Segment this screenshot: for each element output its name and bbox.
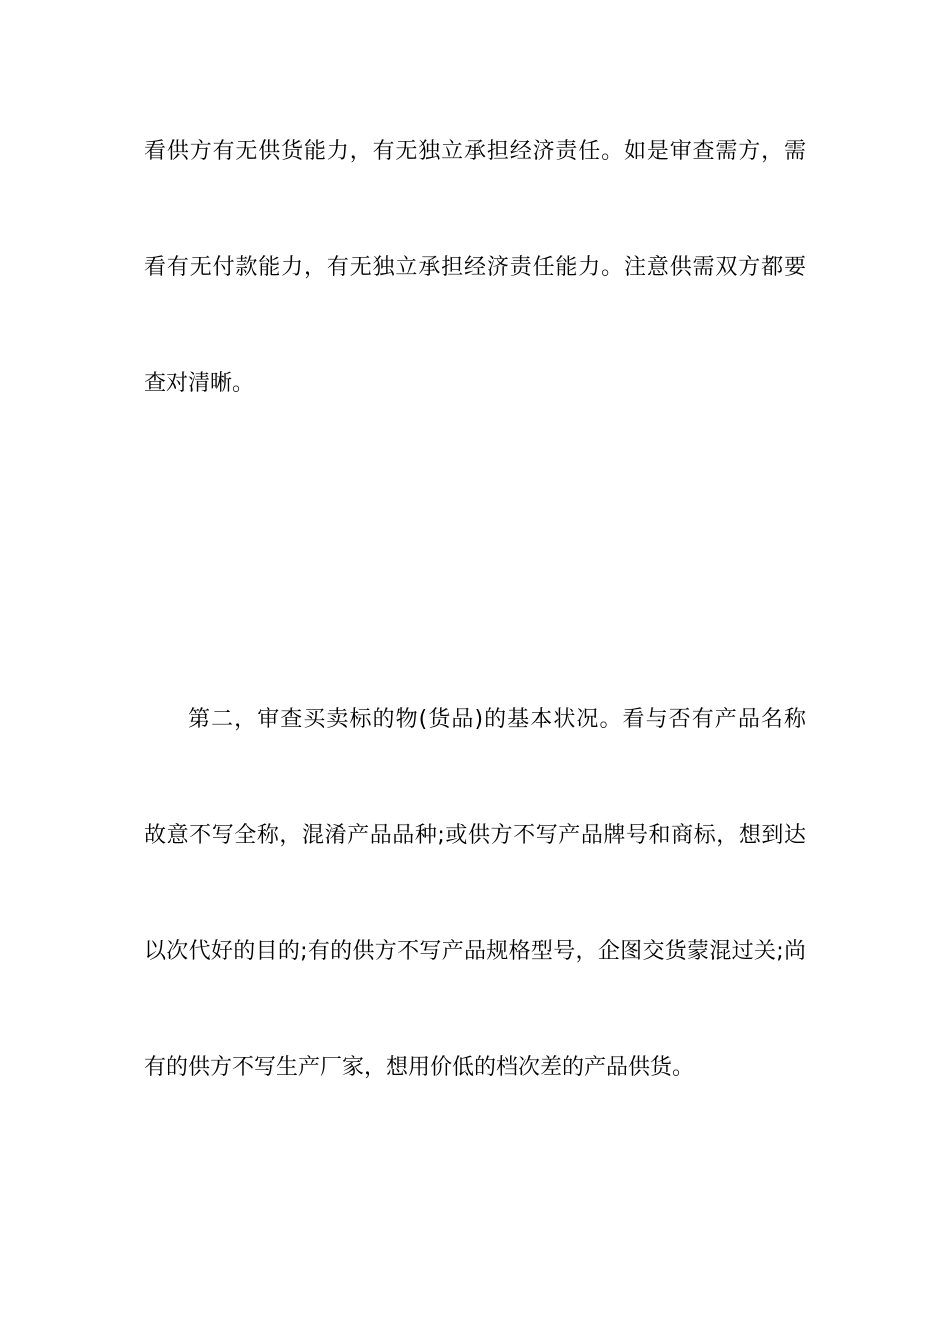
paragraph-line: 第二，审查买卖标的物(货品)的基本状况。看与否有产品名称 [188,707,806,732]
paragraph-line: 看供方有无供货能力，有无独立承担经济责任。如是审查需方，需 [144,139,806,164]
paragraph-line: 看有无付款能力，有无独立承担经济责任能力。注意供需双方都要 [144,255,806,280]
paragraph-line: 有的供方不写生产厂家，想用价低的档次差的产品供货。 [144,1055,695,1080]
paragraph-line: 查对清晰。 [144,371,255,396]
paragraph-line: 故意不写全称，混淆产品品种;或供方不写产品牌号和商标，想到达 [144,823,806,848]
paragraph-line: 以次代好的目的;有的供方不写产品规格型号，企图交货蒙混过关;尚 [144,939,806,964]
